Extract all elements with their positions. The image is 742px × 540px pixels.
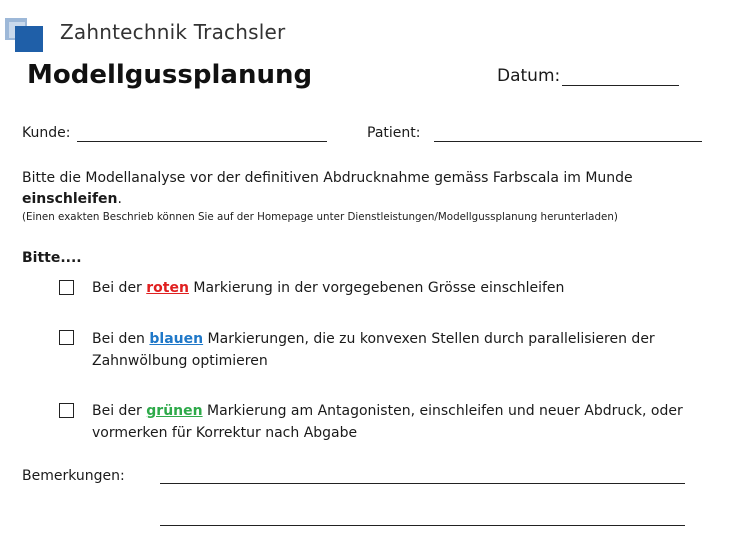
instruction-text-before: Bitte die Modellanalyse vor der definitiven Abdrucknahme gemäss Farbscala im Munde [22, 170, 633, 186]
company-name: Zahntechnik Trachsler [60, 20, 286, 44]
item-suffix: Markierung am Antagonisten, einschleifen und neuer Abdruck, oder vormerken für Korrektur nach Abgabe [92, 403, 683, 441]
checkbox-red-marking[interactable] [59, 280, 74, 295]
patient-label: Patient: [367, 125, 421, 141]
bemerkungen-field-line-1[interactable] [160, 483, 685, 484]
item-green-marking [92, 400, 732, 444]
instruction-text [22, 168, 737, 210]
instruction-text-after: . [117, 191, 122, 207]
datum-label: Datum: [497, 66, 561, 86]
item-suffix: Markierungen, die zu konvexen Stellen durch parallelisieren der Zahnwölbung optimieren [92, 331, 655, 369]
checkbox-blue-marking[interactable] [59, 330, 74, 345]
item-prefix: Bei der [92, 280, 147, 296]
item-prefix: Bei den [92, 331, 150, 347]
checkbox-green-marking[interactable] [59, 403, 74, 418]
page-title: Modellgussplanung [27, 60, 313, 90]
company-logo-icon [5, 18, 43, 52]
bemerkungen-field-line-2[interactable] [160, 525, 685, 526]
datum-field[interactable] [562, 85, 679, 86]
bemerkungen-label: Bemerkungen: [22, 468, 125, 484]
instruction-note: (Einen exakten Beschrieb können Sie auf der Homepage unter Dienstleistungen/Modellgussplanung herunterladen) [22, 211, 618, 223]
kunde-field[interactable] [77, 141, 327, 142]
item-prefix: Bei der [92, 403, 147, 419]
patient-field[interactable] [434, 141, 702, 142]
item-red-marking [92, 277, 732, 299]
marker-red: roten [146, 280, 189, 296]
marker-blue: blauen [149, 331, 204, 347]
instruction-text-bold: einschleifen [22, 191, 118, 207]
marker-green: grünen [146, 403, 203, 419]
item-suffix: Markierung in der vorgegebenen Grösse einschleifen [188, 280, 565, 296]
item-blue-marking [92, 328, 732, 372]
kunde-label: Kunde: [22, 125, 71, 141]
bitte-heading: Bitte.... [22, 250, 82, 266]
